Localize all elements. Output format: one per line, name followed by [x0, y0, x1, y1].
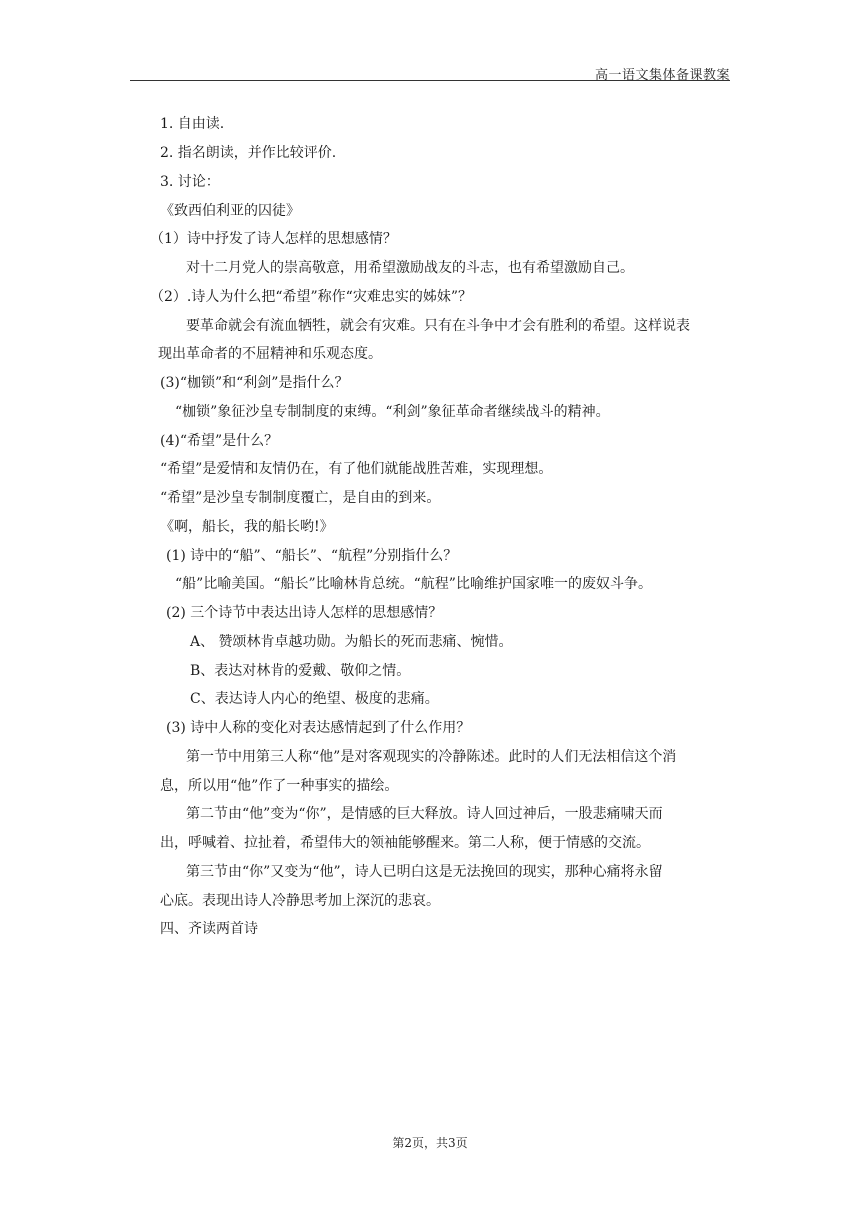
body-line: “枷锁”象征沙皇专制制度的束缚。“利剑”象征革命者继续战斗的精神。 [175, 404, 610, 420]
body-line: “希望”是沙皇专制制度覆亡，是自由的到来。 [160, 490, 441, 506]
body-line: 四、齐读两首诗 [160, 921, 258, 937]
body-line: A、 赞颂林肯卓越功勋。为船长的死而悲痛、惋惜。 [190, 634, 513, 650]
body-line: 《啊，船长，我的船长哟!》 [160, 519, 334, 535]
body-line: 《致西伯利亚的囚徒》 [160, 203, 300, 219]
body-line: （2）.诗人为什么把“希望”称作“灾难忠实的姊妹”？ [150, 289, 472, 305]
body-line: (4)“希望”是什么？ [160, 433, 279, 449]
header-divider [130, 80, 730, 81]
body-line: “船”比喻美国。“船长”比喻林肯总统。“航程”比喻维护国家唯一的废奴斗争。 [175, 576, 652, 592]
body-line: 要革命就会有流血牺牲，就会有灾难。只有在斗争中才会有胜利的希望。这样说表 [186, 318, 690, 334]
body-line: (1) 诗中的“船”、“船长”、“航程”分别指什么？ [166, 548, 458, 564]
body-line: “希望”是爱情和友情仍在，有了他们就能战胜苦难，实现理想。 [160, 461, 553, 477]
body-line: 对十二月党人的崇高敬意，用希望激励战友的斗志，也有希望激励自己。 [186, 260, 634, 276]
body-line: 出，呼喊着、拉扯着，希望伟大的领袖能够醒来。第二人称，便于情感的交流。 [160, 835, 650, 851]
body-line: (3)“枷锁”和“利剑”是指什么？ [160, 375, 349, 391]
body-line: 第一节中用第三人称“他”是对客观现实的冷静陈述。此时的人们无法相信这个消 [186, 749, 677, 765]
body-line: 3. 讨论： [160, 174, 220, 190]
body-line: （1）诗中抒发了诗人怎样的思想感情？ [150, 231, 397, 247]
body-line: 第三节由“你”又变为“他”，诗人已明白这是无法挽回的现实，那种心痛将永留 [186, 864, 663, 880]
body-line: (2) 三个诗节中表达出诗人怎样的思想感情？ [166, 605, 443, 621]
body-line: C、表达诗人内心的绝望、极度的悲痛。 [190, 691, 439, 707]
body-line: (3) 诗中人称的变化对表达感情起到了什么作用？ [166, 720, 471, 736]
page-number: 第2页，共3页 [392, 1136, 468, 1150]
body-line: B、表达对林肯的爱戴、敬仰之情。 [190, 663, 411, 679]
header-title: 高一语文集体备课教案 [594, 68, 730, 83]
body-line: 第二节由“他”变为“你”，是情感的巨大释放。诗人回过神后，一股悲痛啸天而 [186, 806, 663, 822]
body-line: 1. 自由读. [160, 116, 225, 132]
body-line: 现出革命者的不屈精神和乐观态度。 [158, 346, 382, 362]
body-line: 心底。表现出诗人冷静思考加上深沉的悲哀。 [160, 893, 440, 909]
body-line: 2. 指名朗读，并作比较评价. [160, 145, 337, 161]
body-line: 息，所以用“他”作了一种事实的描绘。 [160, 778, 399, 794]
